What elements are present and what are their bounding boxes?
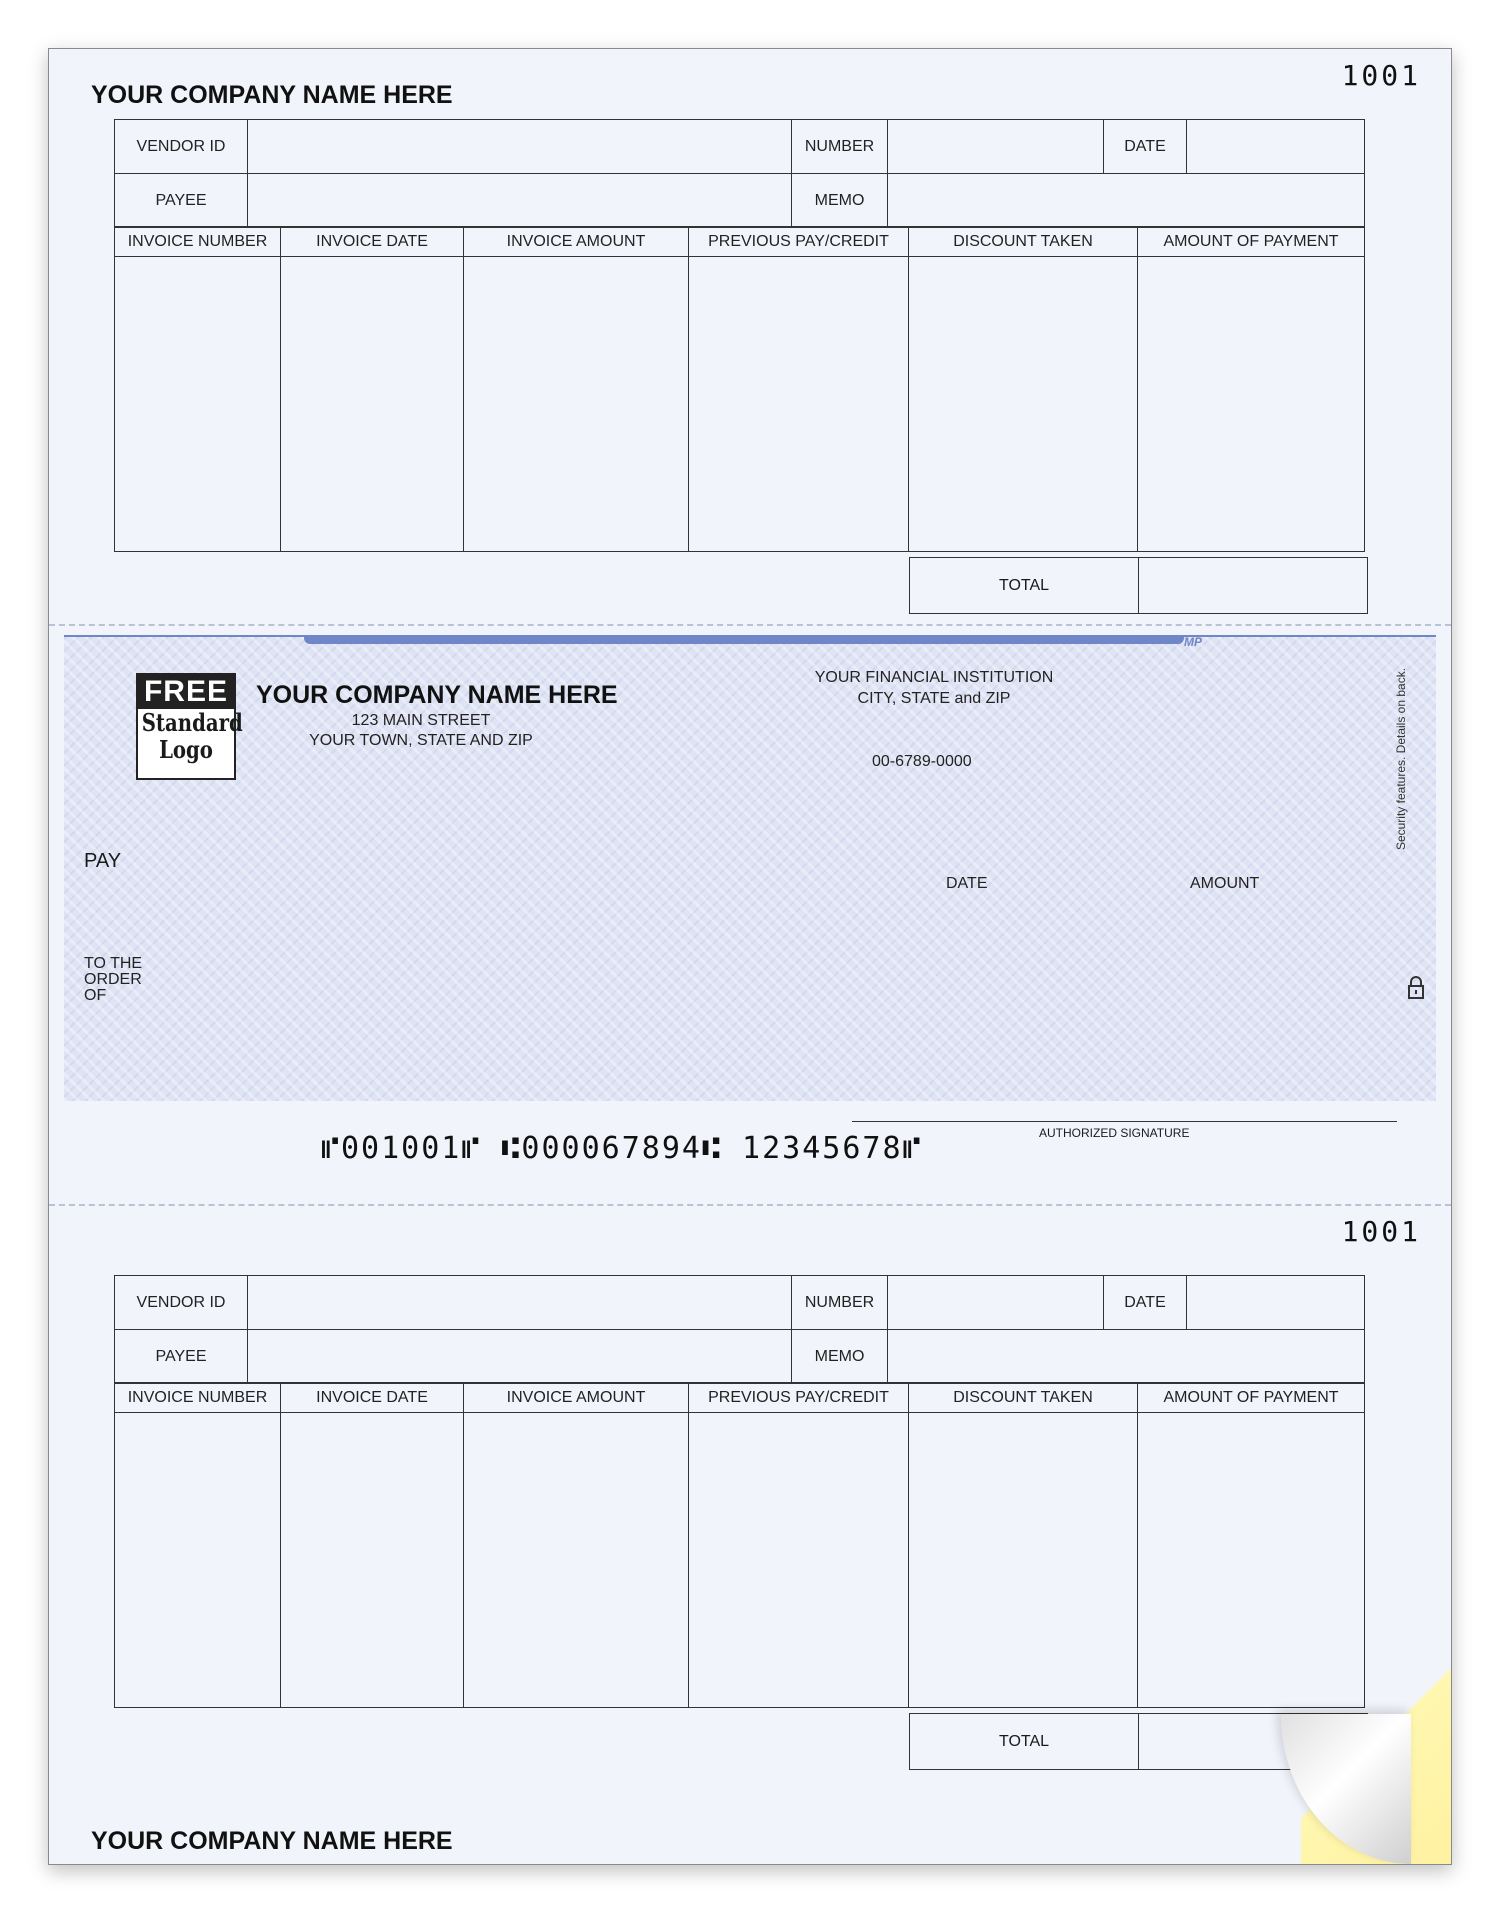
date-field[interactable] [1187, 1276, 1365, 1330]
previous-pay-cell[interactable] [689, 1413, 909, 1708]
invoice-number-cell[interactable] [115, 1413, 281, 1708]
column-header: INVOICE DATE [281, 1383, 464, 1413]
number-label: NUMBER [792, 120, 888, 174]
discount-taken-cell[interactable] [909, 257, 1138, 552]
column-header: INVOICE AMOUNT [464, 227, 689, 257]
invoice-date-cell[interactable] [281, 257, 464, 552]
date-field[interactable] [1187, 120, 1365, 174]
check-date-label: DATE [946, 875, 988, 892]
company-logo [136, 673, 243, 780]
bottom-stub-header-table [114, 1275, 1365, 1384]
total-label: TOTAL [910, 558, 1139, 614]
date-label: DATE [1104, 120, 1187, 174]
top-stub-invoice-table [114, 226, 1365, 552]
payee-field[interactable] [248, 1330, 792, 1384]
order-label-line-1: TO THE [84, 955, 143, 972]
invoice-amount-cell[interactable] [464, 1413, 689, 1708]
column-header: INVOICE NUMBER [115, 1383, 281, 1413]
logo-free-text: FREE [138, 675, 234, 709]
bank-name: YOUR FINANCIAL INSTITUTION [814, 669, 1054, 686]
check-company-name: YOUR COMPANY NAME HERE [256, 681, 618, 709]
logo-standard-text: Standard [141, 708, 243, 737]
invoice-number-cell[interactable] [115, 257, 281, 552]
pay-label: PAY [84, 850, 122, 872]
padlock-icon [1407, 976, 1425, 1000]
top-check-number: 1001 [1341, 59, 1421, 92]
vendor-id-field[interactable] [248, 120, 792, 174]
total-field[interactable] [1139, 558, 1368, 614]
logo-logo-text: Logo [159, 735, 213, 764]
check-security-band [304, 637, 1184, 644]
check-body [64, 635, 1436, 1140]
micr-line: ⑈001001⑈ ⑆000067894⑆ 12345678⑈ [321, 1131, 923, 1166]
payee-label: PAYEE [115, 174, 248, 228]
company-address-2: YOUR TOWN, STATE AND ZIP [309, 732, 533, 749]
security-features-text: Security features. Details on back. [1394, 667, 1408, 851]
mp-security-mark: MP [1184, 635, 1202, 649]
column-header: INVOICE NUMBER [115, 227, 281, 257]
order-of-label [84, 956, 142, 1004]
discount-taken-cell[interactable] [909, 1413, 1138, 1708]
bottom-check-number: 1001 [1341, 1215, 1421, 1248]
column-header: PREVIOUS PAY/CREDIT [689, 227, 909, 257]
top-voucher-stub [49, 49, 1451, 615]
payee-label: PAYEE [115, 1330, 248, 1384]
invoice-date-cell[interactable] [281, 1413, 464, 1708]
column-header: INVOICE AMOUNT [464, 1383, 689, 1413]
authorized-signature-label: AUTHORIZED SIGNATURE [1039, 1126, 1190, 1140]
check-amount-label: AMOUNT [1190, 875, 1260, 892]
bank-city: CITY, STATE and ZIP [857, 690, 1011, 707]
top-stub-header-table [114, 119, 1365, 228]
memo-field[interactable] [888, 174, 1365, 228]
total-label: TOTAL [910, 1714, 1139, 1770]
top-stub-company-name: YOUR COMPANY NAME HERE [91, 81, 453, 109]
invoice-amount-cell[interactable] [464, 257, 689, 552]
perforation-bottom [49, 1204, 1451, 1206]
column-header: DISCOUNT TAKEN [909, 1383, 1138, 1413]
column-header: PREVIOUS PAY/CREDIT [689, 1383, 909, 1413]
security-features-note [1391, 669, 1411, 849]
vendor-id-field[interactable] [248, 1276, 792, 1330]
top-stub-total-table [909, 557, 1368, 614]
date-label: DATE [1104, 1276, 1187, 1330]
check-sheet [48, 48, 1452, 1865]
column-header: INVOICE DATE [281, 227, 464, 257]
column-header: AMOUNT OF PAYMENT [1138, 1383, 1365, 1413]
bottom-stub-company-name: YOUR COMPANY NAME HERE [91, 1827, 453, 1855]
column-header: AMOUNT OF PAYMENT [1138, 227, 1365, 257]
previous-pay-cell[interactable] [689, 257, 909, 552]
number-label: NUMBER [792, 1276, 888, 1330]
number-field[interactable] [888, 1276, 1104, 1330]
routing-fraction: 00-6789-0000 [872, 753, 972, 770]
company-address-1: 123 MAIN STREET [351, 712, 491, 729]
column-header: DISCOUNT TAKEN [909, 227, 1138, 257]
bottom-stub-invoice-table [114, 1382, 1365, 1708]
signature-line[interactable] [852, 1121, 1397, 1122]
memo-label: MEMO [792, 174, 888, 228]
number-field[interactable] [888, 120, 1104, 174]
payee-field[interactable] [248, 174, 792, 228]
order-label-line-2: ORDER [84, 971, 142, 988]
memo-field[interactable] [888, 1330, 1365, 1384]
perforation-top [49, 624, 1451, 626]
amount-of-payment-cell[interactable] [1138, 257, 1365, 552]
vendor-id-label: VENDOR ID [115, 120, 248, 174]
memo-label: MEMO [792, 1330, 888, 1384]
vendor-id-label: VENDOR ID [115, 1276, 248, 1330]
order-label-line-3: OF [84, 987, 107, 1004]
bottom-voucher-stub [49, 1209, 1451, 1864]
